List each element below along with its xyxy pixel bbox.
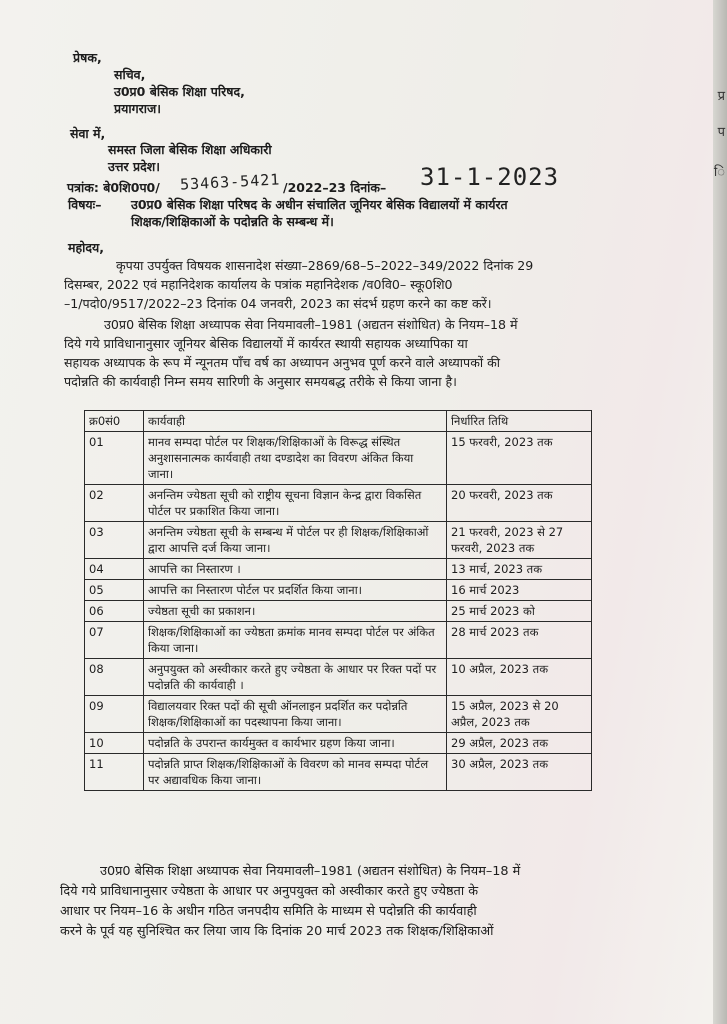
paragraph-line: उ0प्र0 बेसिक शिक्षा अध्यापक सेवा नियमावली–1981 (अद्यतन संशोधित) के नियम–18 में: [100, 864, 521, 879]
cell-action: ज्येष्ठता सूची का प्रकाशन।: [144, 601, 447, 622]
sender-line: सचिव,: [114, 67, 146, 82]
sender-line: उ0प्र0 बेसिक शिक्षा परिषद,: [114, 84, 245, 99]
cell-serial: 06: [85, 601, 144, 622]
handwritten-letter-number: 53463-5421: [179, 170, 281, 194]
table-row: [85, 696, 592, 733]
cell-serial: 02: [85, 485, 144, 522]
cell-action: विद्यालयवार रिक्त पदों की सूची ऑनलाइन प्रदर्शित कर पदोन्नति शिक्षक/शिक्षिकाओं का पदस्थापना किया जाना।: [144, 696, 447, 733]
paragraph-line: उ0प्र0 बेसिक शिक्षा अध्यापक सेवा नियमावली–1981 (अद्यतन संशोधित) के नियम–18 में: [104, 317, 518, 332]
sender-heading: प्रेषक,: [73, 50, 102, 65]
cell-date: 15 फरवरी, 2023 तक: [447, 432, 592, 485]
table-header-row: [85, 411, 592, 432]
cell-date: 16 मार्च 2023: [447, 580, 592, 601]
table-row: [85, 432, 592, 485]
cell-date: 20 फरवरी, 2023 तक: [447, 485, 592, 522]
cell-action: पदोन्नति प्राप्त शिक्षक/शिक्षिकाओं के विवरण को मानव सम्पदा पोर्टल पर अद्यावधिक किया जाना।: [144, 754, 447, 791]
subject-line: उ0प्र0 बेसिक शिक्षा परिषद के अधीन संचालित जूनियर बेसिक विद्यालयों में कार्यरत: [131, 197, 508, 212]
paragraph-line: आधार पर नियम–16 के अधीन गठित जनपदीय समिति के माध्यम से पदोन्नति की कार्यवाही: [60, 904, 477, 919]
reference-year: /2022–23 दिनांक–: [283, 180, 387, 195]
table-row: [85, 733, 592, 754]
table-row: [85, 580, 592, 601]
handwritten-date: 31-1-2023: [420, 163, 560, 191]
salutation: महोदय,: [68, 240, 104, 255]
cell-serial: 11: [85, 754, 144, 791]
cell-serial: 01: [85, 432, 144, 485]
adjacent-page-edge: [713, 0, 727, 1024]
cell-action: अनन्तिम ज्येष्ठता सूची को राष्ट्रीय सूचना विज्ञान केन्द्र द्वारा विकसित पोर्टल पर प्रकाशित किया जाना।: [144, 485, 447, 522]
cell-serial: 07: [85, 622, 144, 659]
paragraph-rules: [64, 315, 664, 391]
paragraph-line: दिये गये प्राविधानानुसार जूनियर बेसिक विद्यालयों में कार्यरत स्थायी सहायक अध्यापिका या: [64, 336, 468, 351]
table-row: [85, 559, 592, 580]
paragraph-line: दिये गये प्राविधानानुसार ज्येष्ठता के आधार पर अनुपयुक्त को अस्वीकार करते हुए ज्येष्ठता के: [60, 884, 479, 899]
paragraph-line: पदोन्नति की कार्यवाही निम्न समय सारिणी के अनुसार समयबद्ध तरीके से किया जाना है।: [64, 374, 457, 389]
column-header-action: कार्यवाही: [144, 411, 447, 432]
paragraph-line: कृपया उपर्युक्त विषयक शासनादेश संख्या–2869/68–5–2022–349/2022 दिनांक 29: [116, 258, 534, 273]
paragraph-closing: [60, 862, 670, 942]
cell-serial: 03: [85, 522, 144, 559]
paragraph-line: सहायक अध्यापक के रूप में न्यूनतम पाँच वर्ष का अध्यापन अनुभव पूर्ण करने वाले अध्यापकों की: [64, 355, 501, 370]
table-row: [85, 622, 592, 659]
subject-line: शिक्षक/शिक्षिकाओं के पदोन्नति के सम्बन्ध में।: [131, 214, 334, 229]
cell-date: 28 मार्च 2023 तक: [447, 622, 592, 659]
table-row: [85, 485, 592, 522]
cell-date: 10 अप्रैल, 2023 तक: [447, 659, 592, 696]
paragraph-line: करने के पूर्व यह सुनिश्चित कर लिया जाय कि दिनांक 20 मार्च 2023 तक शिक्षक/शिक्षिकाओं: [60, 924, 494, 939]
cell-serial: 04: [85, 559, 144, 580]
paragraph-reference: [64, 256, 664, 313]
reference-label: पत्रांक: बे0शि0प0/: [67, 180, 160, 195]
recipient-heading: सेवा में,: [70, 126, 106, 141]
cell-serial: 09: [85, 696, 144, 733]
cell-serial: 10: [85, 733, 144, 754]
column-header-date: निर्धारित तिथि: [447, 411, 592, 432]
margin-mark: प्र: [717, 89, 725, 104]
subject-label: विषयः–: [68, 197, 102, 212]
cell-action: अनन्तिम ज्येष्ठता सूची के सम्बन्ध में पोर्टल पर ही शिक्षक/शिक्षिकाओं द्वारा आपत्ति दर्ज किया जाना।: [144, 522, 447, 559]
table-row: [85, 601, 592, 622]
cell-serial: 08: [85, 659, 144, 696]
cell-date: 21 फरवरी, 2023 से 27 फरवरी, 2023 तक: [447, 522, 592, 559]
table-row: [85, 659, 592, 696]
paragraph-line: दिसम्बर, 2022 एवं महानिदेशक कार्यालय के पत्रांक महानिदेशक /व0वि0– स्कू0शि0: [64, 277, 453, 292]
cell-date: 15 अप्रैल, 2023 से 20 अप्रैल, 2023 तक: [447, 696, 592, 733]
cell-serial: 05: [85, 580, 144, 601]
table-row: [85, 754, 592, 791]
cell-action: शिक्षक/शिक्षिकाओं का ज्येष्ठता क्रमांक मानव सम्पदा पोर्टल पर अंकित किया जाना।: [144, 622, 447, 659]
cell-date: 13 मार्च, 2023 तक: [447, 559, 592, 580]
cell-date: 30 अप्रैल, 2023 तक: [447, 754, 592, 791]
cell-action: आपत्ति का निस्तारण पोर्टल पर प्रदर्शित किया जाना।: [144, 580, 447, 601]
cell-action: मानव सम्पदा पोर्टल पर शिक्षक/शिक्षिकाओं के विरूद्ध संस्थित अनुशासनात्मक कार्यवाही तथा दण्डादेश का विवरण अंकित किया जाना।: [144, 432, 447, 485]
margin-mark: ि: [713, 165, 725, 180]
recipient-line: उत्तर प्रदेश।: [108, 159, 160, 174]
cell-date: 29 अप्रैल, 2023 तक: [447, 733, 592, 754]
cell-date: 25 मार्च 2023 को: [447, 601, 592, 622]
paragraph-line: –1/पदो0/9517/2022–23 दिनांक 04 जनवरी, 2023 का संदर्भ ग्रहण करने का कष्ट करें।: [64, 296, 492, 311]
margin-mark: प: [717, 125, 725, 140]
table-row: [85, 522, 592, 559]
cell-action: पदोन्नति के उपरान्त कार्यमुक्त व कार्यभार ग्रहण किया जाना।: [144, 733, 447, 754]
cell-action: आपत्ति का निस्तारण ।: [144, 559, 447, 580]
cell-action: अनुपयुक्त को अस्वीकार करते हुए ज्येष्ठता के आधार पर रिक्त पदों पर पदोन्नति की कार्यवाही ।: [144, 659, 447, 696]
sender-line: प्रयागराज।: [114, 101, 162, 116]
promotion-schedule-table: [84, 410, 592, 791]
column-header-serial: क्र0सं0: [85, 411, 144, 432]
recipient-line: समस्त जिला बेसिक शिक्षा अधिकारी: [108, 142, 272, 157]
